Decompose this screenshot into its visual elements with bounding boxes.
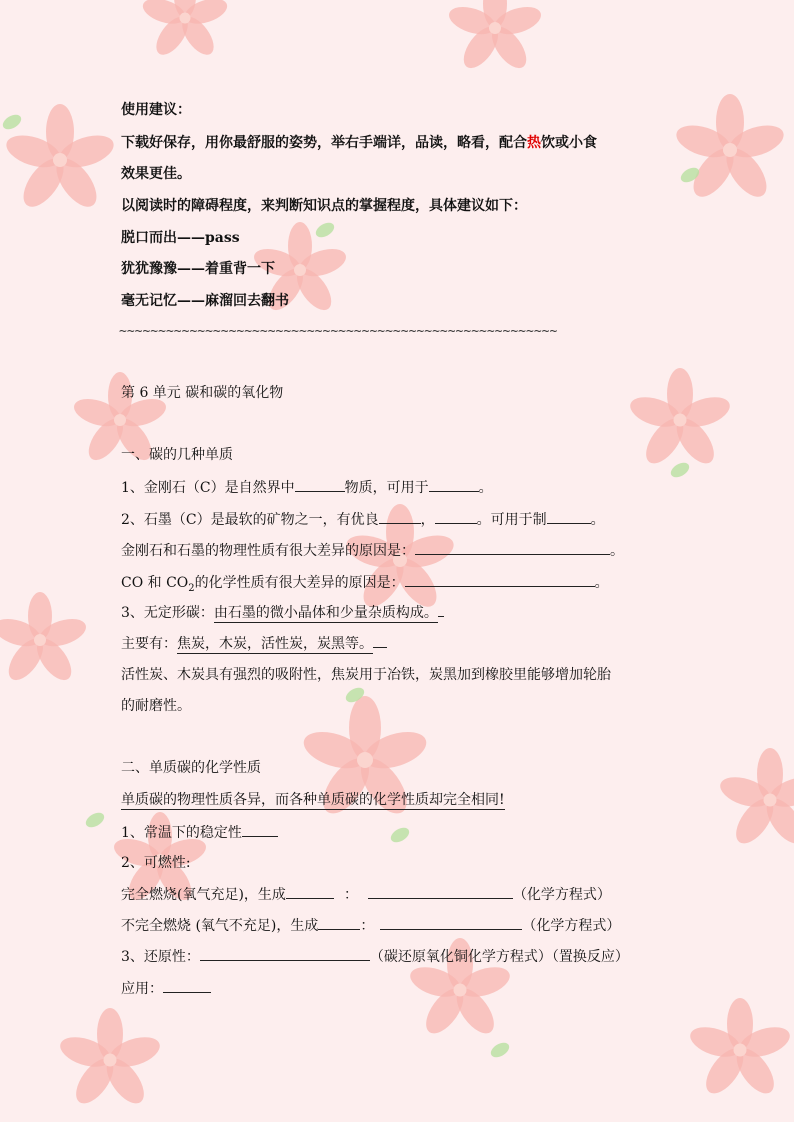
- usage-line3: 以阅读时的障碍程度，来判断知识点的掌握程度，具体建议如下：: [121, 198, 527, 214]
- fill-blank: [286, 884, 334, 899]
- fill-blank: [318, 915, 360, 930]
- s2-q6: 应用：: [121, 978, 211, 999]
- fill-blank: [405, 572, 595, 587]
- fill-blank: [379, 509, 421, 524]
- section1-heading: 一、碳的几种单质: [121, 447, 233, 463]
- usage-level1: 脱口而出——pass: [121, 230, 240, 246]
- s1-q8: 的耐磨性。: [121, 698, 191, 714]
- s1-q7: 活性炭、木炭具有强烈的吸附性，焦炭用于冶铁，炭黑加到橡胶里能够增加轮胎: [121, 667, 611, 683]
- fill-blank: [435, 509, 477, 524]
- fill-blank: [415, 540, 610, 555]
- s1-q1: 1、金刚石（C）是自然界中 物质，可用于 。: [121, 477, 493, 498]
- s2-q3: 完全燃烧(氧气充足)，生成 ： （化学方程式）: [121, 884, 611, 905]
- usage-title: 使用建议：: [121, 102, 191, 118]
- s2-note: 单质碳的物理性质各异，而各种单质碳的化学性质却完全相同!: [121, 792, 505, 808]
- section2-heading: 二、单质碳的化学性质: [121, 760, 261, 776]
- usage-line2: 效果更佳。: [121, 166, 191, 182]
- tilde-divider: ~~~~~~~~~~~~~~~~~~~~~~~~~~~~~~~~~~~~~~~~~~~~~~~~~~~~~~~~: [119, 324, 558, 339]
- s1-q3: 金刚石和石墨的物理性质有很大差异的原因是： 。: [121, 540, 624, 561]
- fill-blank: [380, 915, 522, 930]
- fill-blank: [163, 978, 211, 993]
- fill-blank: [200, 946, 370, 961]
- s2-q4: 不完全燃烧 (氧气不充足)，生成 ： （化学方程式）: [121, 915, 620, 936]
- hot-highlight: 热: [527, 135, 541, 151]
- usage-line1: 下载好保存，用你最舒服的姿势，举右手端详，品读，略看，配合热饮或小食: [121, 135, 597, 151]
- fill-blank: [368, 884, 513, 899]
- unit-title: 第 6 单元 碳和碳的氧化物: [121, 385, 284, 401]
- s2-q5: 3、还原性： （碳还原氧化铜化学方程式）（置换反应）: [121, 946, 629, 967]
- fill-blank: [429, 477, 479, 492]
- s1-q6: 主要有：焦炭，木炭，活性炭，炭黑等。: [121, 634, 387, 654]
- fill-blank: [547, 509, 591, 524]
- usage-level2: 犹犹豫豫——着重背一下: [121, 261, 275, 277]
- s2-q2: 2、可燃性:: [121, 855, 191, 871]
- usage-level3: 毫无记忆——麻溜回去翻书: [121, 293, 289, 309]
- s2-q1: 1、常温下的稳定性: [121, 822, 278, 843]
- s1-q4: CO 和 $CO_2$的化学性质有很大差异的原因是： 。: [121, 572, 609, 599]
- fill-blank: [242, 822, 278, 837]
- s1-q5: 3、无定形碳：由石墨的微小晶体和少量杂质构成。: [121, 603, 444, 623]
- s1-q2: 2、石墨（C）是最软的矿物之一，有优良 ， 。可用于制 。: [121, 509, 605, 530]
- fill-blank: [295, 477, 345, 492]
